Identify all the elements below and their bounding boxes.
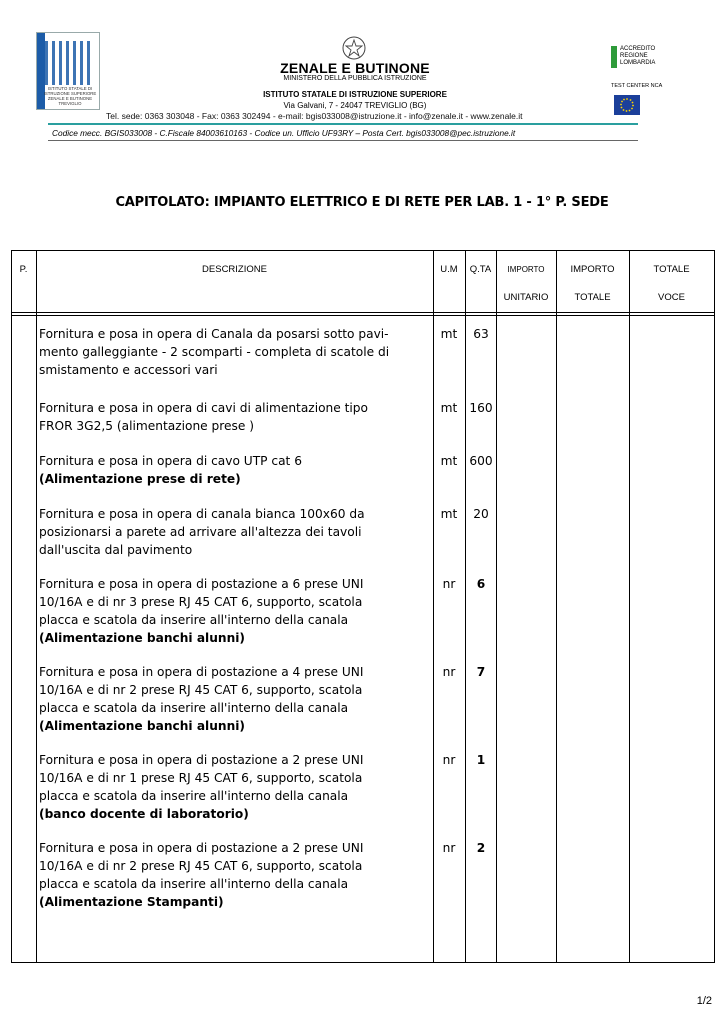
row-description-note: (Alimentazione banchi alunni) [39,719,246,733]
table-column-rule [556,250,557,963]
republic-emblem-icon [342,36,366,60]
table-row [39,839,411,911]
row-description-note: (banco docente di laboratorio) [39,807,249,821]
row-description-line: 10/16A e di nr 2 prese RJ 45 CAT 6, supporto, scatola [39,859,363,873]
table-row [39,663,411,735]
table-header-divider [11,312,715,313]
row-description-line: Fornitura e posa in opera di cavo UTP cat 6 [39,454,302,468]
accreditation-line: ACCREDITO [620,46,656,52]
row-unit: mt [440,401,458,415]
row-description-line: FROR 3G2,5 (alimentazione prese ) [39,419,254,433]
logo-caption-line: TREVIGLIO [58,101,82,106]
row-description-note: (Alimentazione Stampanti) [39,895,224,909]
header-importo-unitario-2: UNITARIO [503,292,549,303]
header-p: P. [19,264,28,275]
row-description-line: Fornitura e posa in opera di postazione a 2 prese UNI [39,753,364,767]
table-border-bottom [11,962,715,963]
header-rule-bottom [48,140,638,141]
row-quantity: 63 [473,327,489,341]
row-description-line: posizionarsi a parete ad arrivare all'altezza dei tavoli [39,525,362,539]
row-quantity: 20 [473,507,489,521]
logo-caption [43,86,97,106]
logo-caption-line: ISTITUTO STATALE DI [47,86,93,91]
header-descrizione: DESCRIZIONE [202,264,267,275]
page-number: 1/2 [696,995,712,1007]
table-border-top [11,250,715,251]
accreditation-text [620,46,690,67]
row-quantity: 160 [469,401,493,415]
header-importo-totale-2: TOTALE [574,292,611,303]
test-center-label: TEST CENTER NCA [611,83,663,89]
row-description-line: 10/16A e di nr 2 prese RJ 45 CAT 6, supporto, scatola [39,683,363,697]
row-description-note: (Alimentazione banchi alunni) [39,631,246,645]
table-row [39,505,411,559]
row-description-line: placca e scatola da inserire all'interno della canala [39,877,349,891]
institute-line: ISTITUTO STATALE DI ISTRUZIONE SUPERIORE [263,90,447,99]
row-unit: mt [440,454,458,468]
row-description-line: smistamento e accessori vari [39,363,218,377]
table-row [39,399,411,435]
row-unit: nr [442,841,456,855]
table-row [39,751,411,823]
row-description-line: 10/16A e di nr 1 prese RJ 45 CAT 6, supporto, scatola [39,771,363,785]
row-description-line: Fornitura e posa in opera di cavi di alimentazione tipo [39,401,368,415]
row-quantity: 2 [476,841,486,855]
table-column-rule [714,250,715,963]
row-description-line: Fornitura e posa in opera di Canala da posarsi sotto pavi- [39,327,389,341]
row-quantity: 6 [476,577,486,591]
row-unit: nr [442,665,456,679]
table-header-divider [11,315,715,316]
accreditation-line: REGIONE [620,53,648,59]
row-quantity: 7 [476,665,486,679]
table-column-rule [629,250,630,963]
eu-flag-icon [614,95,640,115]
row-description-line: Fornitura e posa in opera di postazione a 6 prese UNI [39,577,364,591]
accreditation-line: LOMBARDIA [620,60,656,66]
header-rule [48,123,638,125]
row-unit: nr [442,577,456,591]
row-quantity: 600 [469,454,493,468]
row-description-line: Fornitura e posa in opera di canala bianca 100x60 da [39,507,365,521]
row-description-line: placca e scatola da inserire all'interno della canala [39,789,349,803]
row-description-note: (Alimentazione prese di rete) [39,472,241,486]
header-totale-voce-2: VOCE [658,292,685,303]
logo-building-graphic [45,41,91,85]
table-column-rule [36,250,37,963]
logo-caption-line: ISTRUZIONE SUPERIORE [43,91,97,96]
row-unit: mt [440,327,458,341]
row-description-line: placca e scatola da inserire all'interno della canala [39,613,349,627]
row-description-line: dall'uscita dal pavimento [39,543,193,557]
table-row [39,452,411,488]
document-title: CAPITOLATO: IMPIANTO ELETTRICO E DI RETE PER LAB. 1 - 1° P. SEDE [115,195,609,210]
row-quantity: 1 [476,753,486,767]
table-column-rule [496,250,497,963]
logo-caption-line: ZENALE E BUTINONE [47,96,93,101]
school-logo [36,32,100,110]
row-description-line: Fornitura e posa in opera di postazione a 2 prese UNI [39,841,364,855]
row-unit: mt [440,507,458,521]
header-um: U.M [440,264,458,275]
accreditation-mark-icon [611,46,617,68]
ministry-line: MINISTERO DELLA PUBBLICA ISTRUZIONE [283,75,427,82]
header-importo-unitario: IMPORTO [507,265,545,274]
header-qta: Q.TA [469,264,492,275]
header-totale-voce: TOTALE [653,264,690,275]
codes-line: Codice mecc. BGIS033008 - C.Fiscale 84003610163 - Codice un. Ufficio UF93RY – Posta Cert. bgis033008@pec.istruzione.it [52,128,516,138]
row-description-line: 10/16A e di nr 3 prese RJ 45 CAT 6, supporto, scatola [39,595,363,609]
header-importo-totale: IMPORTO [570,264,615,275]
table-row [39,575,411,647]
row-description-line: mento galleggiante - 2 scomparti - completa di scatole di [39,345,390,359]
contact-line: Tel. sede: 0363 303048 - Fax: 0363 302494 - e-mail: bgis033008@istruzione.it - info@zenale.it - www.zenale.it [106,111,523,121]
row-description-line: Fornitura e posa in opera di postazione a 4 prese UNI [39,665,364,679]
row-unit: nr [442,753,456,767]
school-name: ZENALE E BUTINONE [280,60,430,76]
table-row [39,325,411,379]
address-line: Via Galvani, 7 - 24047 TREVIGLIO (BG) [283,101,427,110]
row-description-line: placca e scatola da inserire all'interno della canala [39,701,349,715]
table-column-rule [11,250,12,963]
